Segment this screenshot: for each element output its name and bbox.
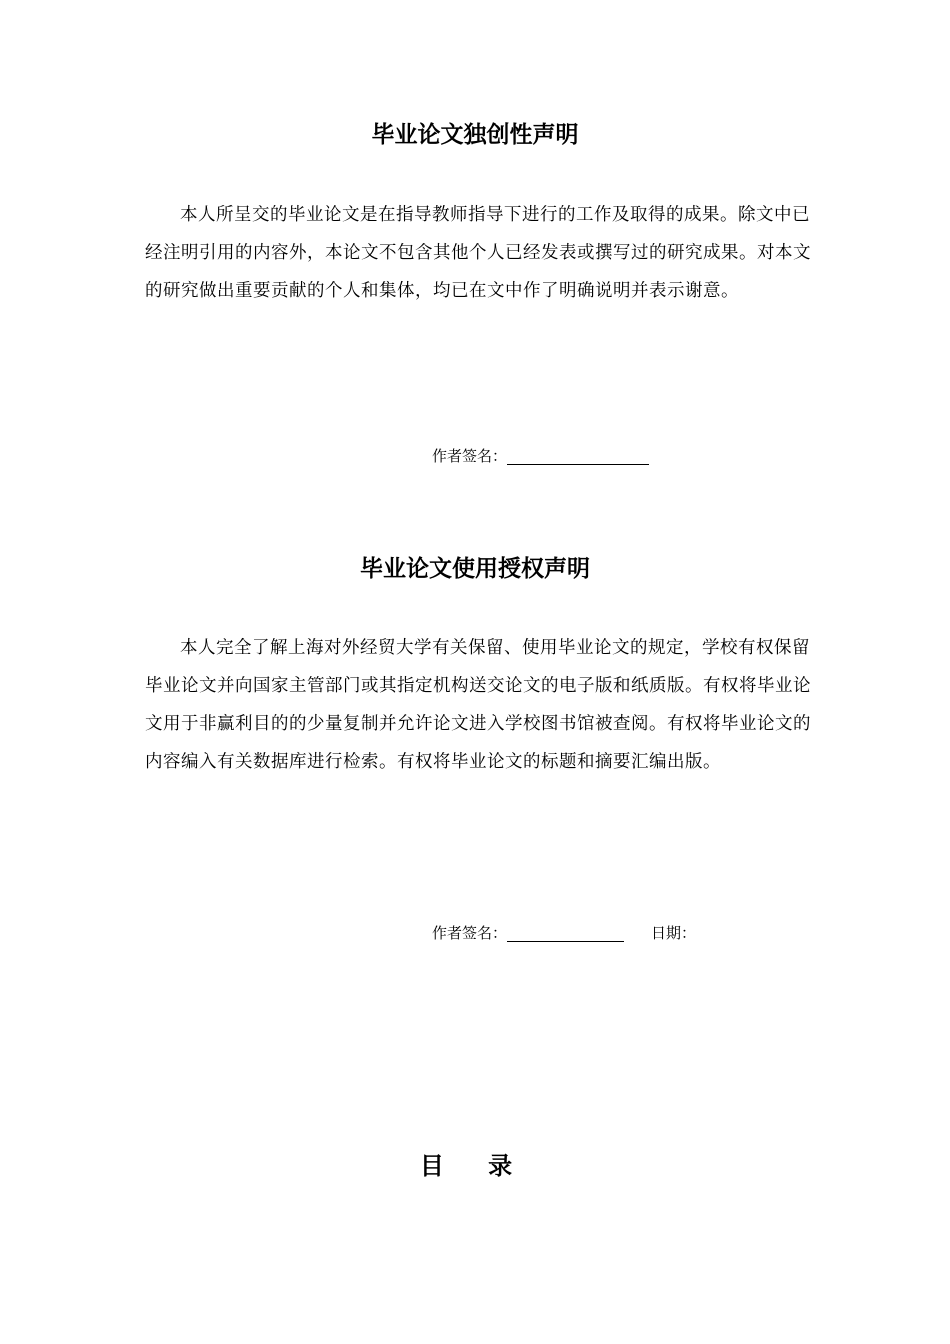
originality-title: 毕业论文独创性声明 <box>371 122 579 148</box>
toc-title: 目 录 <box>419 1152 531 1180</box>
authorization-signature-line <box>432 922 696 943</box>
authorization-statement <box>145 629 825 781</box>
signature-blank[interactable] <box>507 448 649 465</box>
authorization-body: 本人完全了解上海对外经贸大学有关保留、使用毕业论文的规定，学校有权保留毕业论文并向国家主管部门或其指定机构送交论文的电子版和纸质版。有权将毕业论文用于非赢利目的的少量复制并允许论文进入学校图书馆被查阅。有权将毕业论文的内容编入有关数据库进行检索。有权将毕业论文的标题和摘要汇编出版。 <box>145 638 811 772</box>
originality-statement <box>145 196 825 310</box>
originality-body: 本人所呈交的毕业论文是在指导教师指导下进行的工作及取得的成果。除文中已经注明引用的内容外，本论文不包含其他个人已经发表或撰写过的研究成果。对本文的研究做出重要贡献的个人和集体，均已在文中作了明确说明并表示谢意。 <box>145 205 811 301</box>
signature-blank[interactable] <box>507 925 624 942</box>
signature-label: 作者签名： <box>432 924 508 942</box>
signature-label: 作者签名： <box>432 447 508 465</box>
originality-signature-line <box>432 445 649 466</box>
authorization-title: 毕业论文使用授权声明 <box>360 556 590 582</box>
date-label: 日期： <box>651 924 697 942</box>
